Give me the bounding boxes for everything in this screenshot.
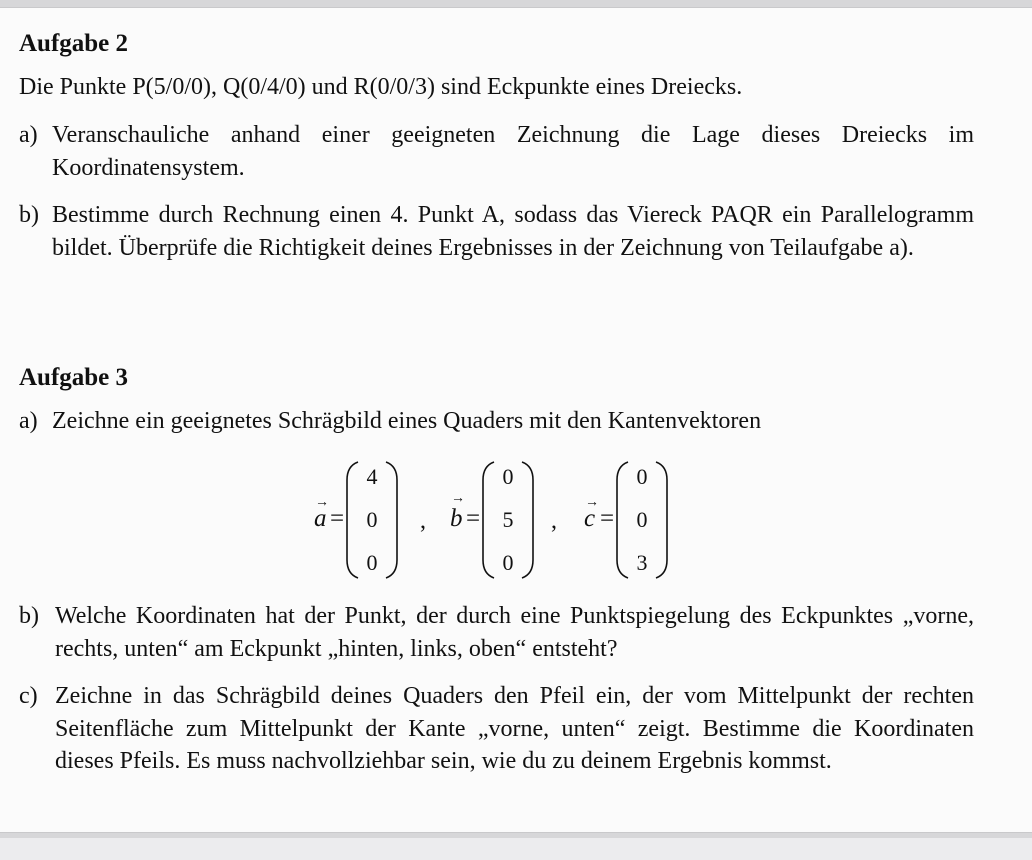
vector-a-y: 0 [366, 507, 378, 532]
vector-b-name: b [450, 505, 463, 532]
vector-c [582, 458, 672, 582]
vector-b-y: 5 [502, 507, 514, 532]
vector-c-y: 0 [636, 507, 648, 532]
task-2-heading: Aufgabe 2 [19, 30, 129, 57]
vector-c-z: 3 [636, 550, 648, 575]
vector-b [448, 458, 538, 582]
task-2a-label: a) [19, 122, 38, 148]
task-2b-text: Bestimme durch Rechnung einen 4. Punkt A, sodass das Viereck PAQR ein Parallelogramm bildet. Überprüfe die Richtigkeit deines Ergebnisses in der Zeichnung von Teilaufgabe a). [52, 202, 974, 261]
vector-separator-2: , [551, 508, 557, 534]
task-3c-text: Zeichne in das Schrägbild deines Quaders den Pfeil ein, der vom Mittelpunkt der rechten Seitenfläche zum Mittelpunkt der Kante „vorne, unten“ zeigt. Bestimme die Koordinaten dieses Pfeils. Es muss nachvollziehbar sein, wie du zu deinem Ergebnis kommst. [55, 683, 974, 774]
vector-b-equals: = [466, 505, 481, 532]
task-3c [19, 680, 974, 778]
task-3a [19, 405, 974, 438]
task-2a [19, 119, 974, 184]
task-3b [19, 600, 974, 665]
vector-a-x: 4 [366, 464, 378, 489]
vector-b-z: 0 [502, 550, 514, 575]
task-3c-label: c) [19, 683, 38, 709]
vector-c-equals: = [600, 505, 615, 532]
vector-c-x: 0 [636, 464, 648, 489]
task-3a-label: a) [19, 408, 38, 434]
task-2b-label: b) [19, 202, 39, 228]
vector-a-arrow: → [315, 495, 329, 510]
vector-separator-1: , [420, 508, 426, 534]
vector-b-arrow: → [451, 491, 465, 506]
vector-a-equals: = [330, 505, 345, 532]
task-2b [19, 199, 974, 264]
vector-a-z: 0 [366, 550, 378, 575]
vector-b-x: 0 [502, 464, 514, 489]
vector-c-name: c [584, 505, 596, 532]
task-3-heading: Aufgabe 3 [19, 364, 129, 391]
task-3b-label: b) [19, 603, 39, 629]
task-3b-text: Welche Koordinaten hat der Punkt, der durch eine Punktspiegelung des Eckpunktes „vorne, rechts, unten“ am Eckpunkt „hinten, links, oben“ entsteht? [55, 603, 974, 662]
task-2a-text: Veranschauliche anhand einer geeigneten Zeichnung die Lage dieses Dreiecks im Koordinatensystem. [52, 122, 974, 181]
vector-c-arrow: → [585, 495, 599, 510]
vector-a-name: a [314, 505, 327, 532]
task-2-intro: Die Punkte P(5/0/0), Q(0/4/0) und R(0/0/3) sind Eckpunkte eines Dreiecks. [19, 74, 743, 100]
vector-a [312, 458, 402, 582]
page-gap [0, 838, 1032, 860]
task-3a-text: Zeichne ein geeignetes Schrägbild eines Quaders mit den Kantenvektoren [52, 408, 762, 434]
